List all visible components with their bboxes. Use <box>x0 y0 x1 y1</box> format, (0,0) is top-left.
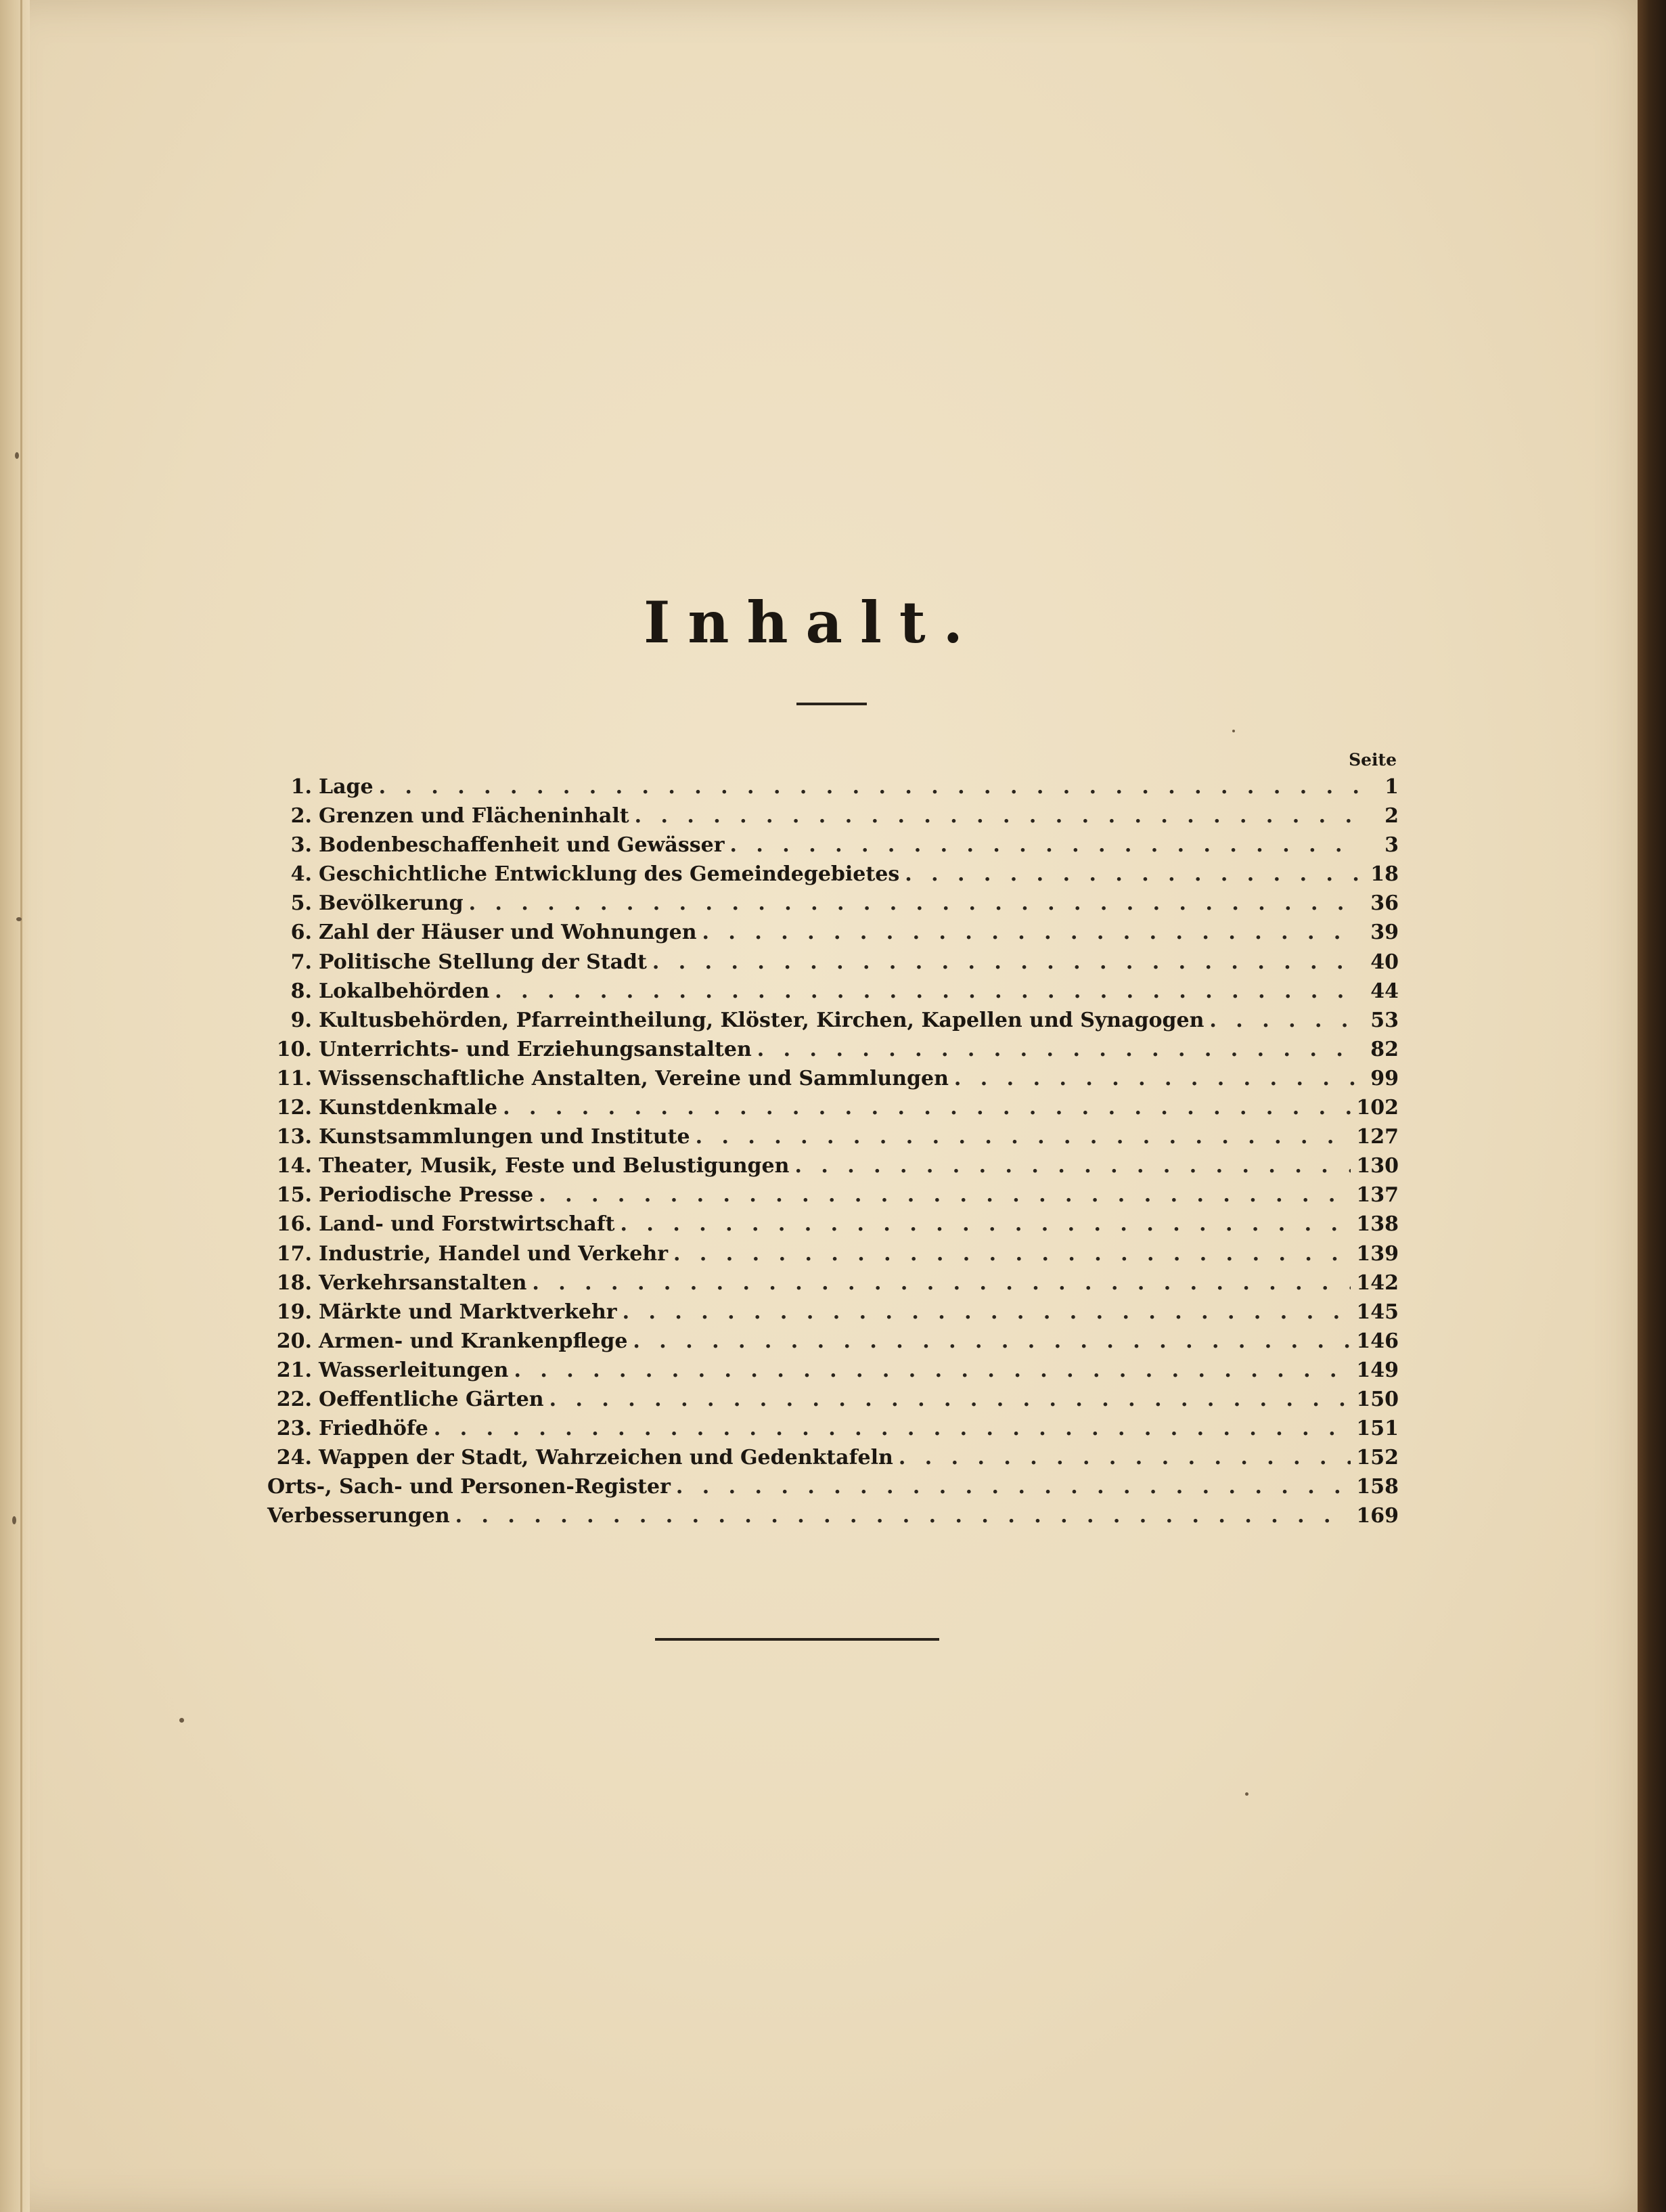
toc-entry-number: 11. <box>276 1066 312 1090</box>
toc-entry <box>267 1096 1399 1125</box>
dot-leader <box>635 804 1361 828</box>
toc-entry-number: 19. <box>276 1300 312 1324</box>
toc-entry-page: 158 <box>1356 1475 1399 1499</box>
toc-entry-label: Geschichtliche Entwicklung des Gemeindegebietes <box>319 862 900 887</box>
toc-entry <box>267 1388 1399 1417</box>
toc-entry-label: Armen- und Krankenpflege <box>319 1329 628 1353</box>
toc-entry <box>267 1446 1399 1475</box>
title-divider <box>796 703 867 705</box>
toc-entry-number: 21. <box>276 1358 312 1382</box>
toc-entry-number: 6. <box>290 921 312 945</box>
toc-entry-label: Wissenschaftliche Anstalten, Vereine und Sammlungen <box>319 1066 949 1090</box>
toc-entry <box>267 1067 1399 1096</box>
toc-entry-label: Märkte und Marktverkehr <box>319 1300 617 1324</box>
toc-entry <box>267 775 1399 804</box>
toc-entry <box>267 1125 1399 1154</box>
toc-entry-page: 2 <box>1384 804 1399 828</box>
toc-entry <box>267 862 1399 891</box>
dot-leader <box>503 1096 1351 1120</box>
toc-entry-number: 16. <box>276 1212 312 1237</box>
binding-edge <box>0 0 30 2212</box>
dot-leader <box>757 1038 1361 1061</box>
dot-leader <box>954 1067 1361 1090</box>
dot-leader <box>905 862 1361 886</box>
toc-entry <box>267 1475 1399 1504</box>
dot-leader <box>455 1504 1351 1528</box>
toc-entry <box>267 979 1399 1009</box>
dot-leader <box>794 1154 1351 1178</box>
toc-entry-label: Oeffentliche Gärten <box>319 1387 544 1411</box>
toc-entry-number: 5. <box>290 891 312 916</box>
closing-rule <box>655 1638 939 1641</box>
toc-entry-number: 14. <box>276 1154 312 1178</box>
dot-leader <box>652 950 1361 974</box>
toc-entry-page: 130 <box>1356 1154 1399 1178</box>
toc-entry-page: 82 <box>1370 1037 1399 1061</box>
toc-entry-number: 18. <box>276 1270 312 1295</box>
toc-entry-label: Land- und Forstwirtschaft <box>319 1212 615 1237</box>
toc-entry-page: 149 <box>1356 1358 1399 1382</box>
toc-entry-page: 53 <box>1370 1008 1399 1032</box>
toc-entry-label: Kunstdenkmale <box>319 1096 498 1120</box>
toc-entry-number: 4. <box>290 862 312 887</box>
toc-entry-number: 10. <box>276 1037 312 1061</box>
dot-leader <box>434 1417 1351 1440</box>
toc-entry-page: 151 <box>1356 1417 1399 1441</box>
toc-entry-label: Grenzen und Flächeninhalt <box>319 804 629 828</box>
toc-entry <box>267 1329 1399 1358</box>
page-column-header: Seite <box>1349 750 1397 770</box>
toc-entry-label: Bodenbeschaffenheit und Gewässer <box>319 833 725 858</box>
toc-entry-number: 24. <box>276 1446 312 1470</box>
toc-entry-label: Kunstsammlungen und Institute <box>319 1125 690 1149</box>
toc-entry <box>267 921 1399 950</box>
toc-entry-label: Kultusbehörden, Pfarreintheilung, Klöster, Kirchen, Kapellen und Synagogen <box>319 1008 1205 1032</box>
toc-entry-number: 20. <box>276 1329 312 1353</box>
toc-entry-page: 137 <box>1356 1183 1399 1208</box>
toc-entry <box>267 1358 1399 1388</box>
toc-entry-label: Periodische Presse <box>319 1183 534 1208</box>
toc-entry <box>267 833 1399 862</box>
toc-entry-label: Friedhöfe <box>319 1417 428 1441</box>
dot-leader <box>676 1475 1351 1499</box>
toc-entry-page: 3 <box>1384 833 1399 858</box>
toc-entry-page: 146 <box>1356 1329 1399 1353</box>
toc-entry-number: 3. <box>290 833 312 858</box>
toc-entry <box>267 1504 1399 1533</box>
toc-entry-number: 12. <box>276 1096 312 1120</box>
toc-entry-label: Verkehrsanstalten <box>319 1270 527 1295</box>
toc-entry-number: 7. <box>290 950 312 974</box>
dot-leader <box>623 1300 1351 1324</box>
toc-entry-number: 8. <box>290 979 312 1003</box>
toc-entry-page: 152 <box>1356 1446 1399 1470</box>
toc-entry-page: 40 <box>1370 950 1399 974</box>
toc-entry-page: 99 <box>1370 1066 1399 1090</box>
toc-entry-number: 9. <box>290 1008 312 1032</box>
toc-entry-label: Politische Stellung der Stadt <box>319 950 647 974</box>
toc-entry-label: Orts-, Sach- und Personen-Register <box>267 1475 671 1499</box>
table-of-contents <box>267 775 1399 1533</box>
toc-entry-label: Verbesserungen <box>267 1504 450 1528</box>
toc-entry-label: Lage <box>319 775 374 799</box>
toc-entry-number: 13. <box>276 1125 312 1149</box>
toc-entry-label: Zahl der Häuser und Wohnungen <box>319 921 697 945</box>
toc-entry <box>267 1038 1399 1067</box>
dot-leader <box>633 1329 1351 1353</box>
dot-leader <box>469 891 1361 915</box>
toc-entry-number: 22. <box>276 1387 312 1411</box>
toc-entry-label: Unterrichts- und Erziehungsanstalten <box>319 1037 752 1061</box>
toc-entry-number: 23. <box>276 1417 312 1441</box>
toc-entry-label: Wappen der Stadt, Wahrzeichen und Gedenktafeln <box>319 1446 893 1470</box>
page-title: Inhalt. <box>644 589 981 656</box>
toc-entry <box>267 1212 1399 1241</box>
toc-entry-number: 2. <box>290 804 312 828</box>
toc-entry-number: 1. <box>290 775 312 799</box>
dot-leader <box>1209 1009 1361 1032</box>
dot-leader <box>514 1358 1351 1382</box>
toc-entry-page: 36 <box>1370 891 1399 916</box>
dot-leader <box>532 1271 1351 1295</box>
toc-entry-page: 150 <box>1356 1387 1399 1411</box>
dot-leader <box>621 1212 1351 1236</box>
dot-leader <box>495 979 1361 1003</box>
toc-entry-label: Industrie, Handel und Verkehr <box>319 1241 669 1266</box>
toc-entry <box>267 1183 1399 1212</box>
toc-entry-page: 44 <box>1370 979 1399 1003</box>
binding-crease <box>20 0 22 2212</box>
dot-leader <box>899 1446 1351 1469</box>
toc-entry-label: Lokalbehörden <box>319 979 490 1003</box>
toc-entry <box>267 1009 1399 1038</box>
toc-entry <box>267 950 1399 979</box>
dot-leader <box>702 921 1361 944</box>
toc-entry-label: Wasserleitungen <box>319 1358 509 1382</box>
toc-entry-number: 17. <box>276 1241 312 1266</box>
toc-entry-page: 138 <box>1356 1212 1399 1237</box>
toc-entry-label: Bevölkerung <box>319 891 464 916</box>
toc-entry <box>267 1271 1399 1300</box>
toc-entry <box>267 891 1399 921</box>
toc-entry <box>267 804 1399 833</box>
toc-entry-page: 102 <box>1356 1096 1399 1120</box>
toc-entry <box>267 1242 1399 1271</box>
toc-entry <box>267 1154 1399 1183</box>
toc-entry-page: 142 <box>1356 1270 1399 1295</box>
dot-leader <box>549 1388 1351 1411</box>
dot-leader <box>539 1183 1351 1207</box>
toc-entry-label: Theater, Musik, Feste und Belustigungen <box>319 1154 790 1178</box>
toc-entry-number: 15. <box>276 1183 312 1208</box>
toc-entry-page: 145 <box>1356 1300 1399 1324</box>
toc-entry <box>267 1417 1399 1446</box>
toc-entry-page: 1 <box>1384 775 1399 799</box>
toc-entry-page: 18 <box>1370 862 1399 887</box>
toc-entry-page: 139 <box>1356 1241 1399 1266</box>
toc-entry <box>267 1300 1399 1329</box>
toc-entry-page: 39 <box>1370 921 1399 945</box>
dot-leader <box>673 1242 1351 1266</box>
dot-leader <box>730 833 1361 857</box>
dot-leader <box>379 775 1361 799</box>
book-cover-edge <box>1638 0 1666 2212</box>
toc-entry-page: 169 <box>1356 1504 1399 1528</box>
toc-entry-page: 127 <box>1356 1125 1399 1149</box>
dot-leader <box>696 1125 1351 1149</box>
